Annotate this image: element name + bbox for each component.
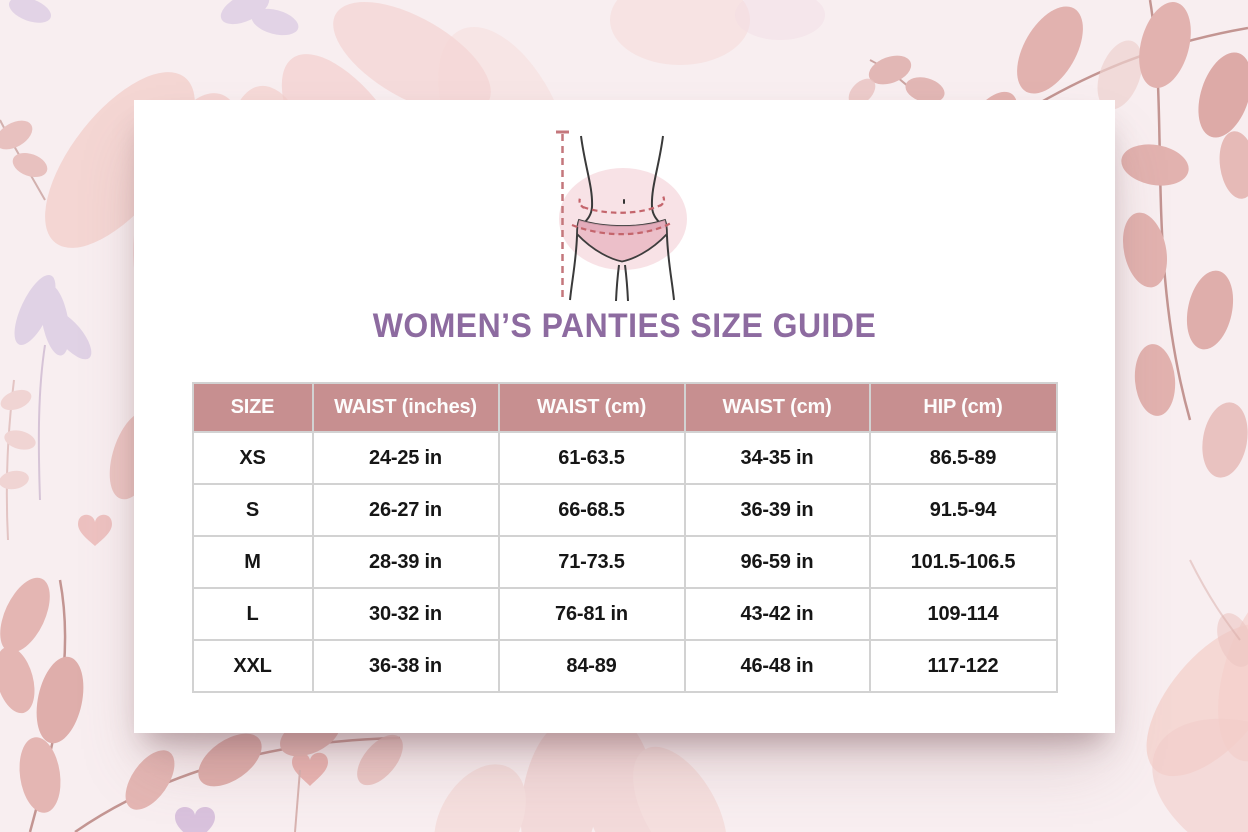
cell-hip-cm: 91.5-94 (870, 484, 1057, 536)
lavender-flower-left (6, 270, 98, 500)
lavender-leaves-top-left (6, 0, 302, 40)
cell-waist-cm-2: 43-42 in (685, 588, 870, 640)
cell-waist-cm-2: 36-39 in (685, 484, 870, 536)
cell-size: M (193, 536, 313, 588)
cell-waist-cm: 61-63.5 (499, 432, 685, 484)
cell-hip-cm: 86.5-89 (870, 432, 1057, 484)
cell-hip-cm: 101.5-106.5 (870, 536, 1057, 588)
cell-waist-in: 36-38 in (313, 640, 499, 692)
table-row-m (193, 536, 1057, 588)
branch-left-upper (0, 115, 51, 200)
branch-left-middle (0, 380, 38, 540)
column-header-waist-inches: WAIST (inches) (313, 383, 499, 432)
inner-leg-right (625, 265, 628, 301)
flower-bottom-right (1121, 560, 1248, 832)
table-row-l (193, 588, 1057, 640)
cell-size: XXL (193, 640, 313, 692)
cell-waist-in: 26-27 in (313, 484, 499, 536)
size-guide-card (134, 100, 1115, 733)
cell-hip-cm: 109-114 (870, 588, 1057, 640)
size-guide-table (192, 382, 1058, 693)
cell-size: L (193, 588, 313, 640)
cell-waist-in: 28-39 in (313, 536, 499, 588)
column-header-waist-cm: WAIST (cm) (499, 383, 685, 432)
cell-waist-cm: 84-89 (499, 640, 685, 692)
cell-waist-cm-2: 96-59 in (685, 536, 870, 588)
cell-waist-cm-2: 46-48 in (685, 640, 870, 692)
column-header-size: SIZE (193, 383, 313, 432)
inner-leg-left (616, 265, 619, 301)
cell-size: S (193, 484, 313, 536)
table-row-s (193, 484, 1057, 536)
cell-waist-cm: 66-68.5 (499, 484, 685, 536)
table-row-xs (193, 432, 1057, 484)
page-title: WOMEN’S PANTIES SIZE GUIDE (372, 307, 877, 345)
cell-waist-cm-2: 34-35 in (685, 432, 870, 484)
cell-size: XS (193, 432, 313, 484)
cell-hip-cm: 117-122 (870, 640, 1057, 692)
waist-hip-measurement-figure-icon (520, 112, 730, 302)
cell-waist-cm: 71-73.5 (499, 536, 685, 588)
cell-waist-cm: 76-81 in (499, 588, 685, 640)
cell-waist-in: 30-32 in (313, 588, 499, 640)
cell-waist-in: 24-25 in (313, 432, 499, 484)
column-header-hip-cm: HIP (cm) (870, 383, 1057, 432)
table-row-xxl (193, 640, 1057, 692)
column-header-waist-cm-2: WAIST (cm) (685, 383, 870, 432)
table-header-row (193, 383, 1057, 432)
